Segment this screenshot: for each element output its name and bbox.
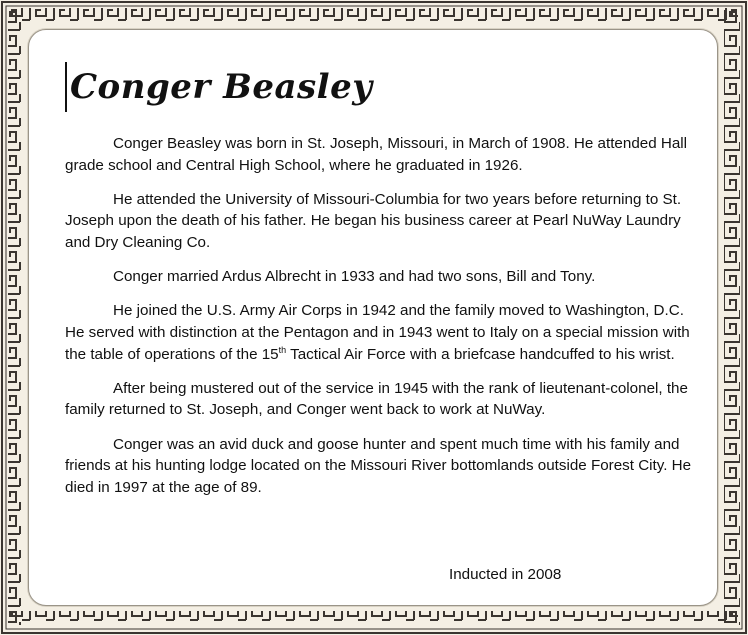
military-text-start: He joined the U.S. Army Air Corps in 1942 and the family moved to Washington, D.C. He served with distinction at the Pentagon and in 1943 went to Italy on a special mission with the table of operations of the 15 (65, 302, 690, 363)
paragraph-birth: Conger Beasley was born in St. Joseph, Missouri, in March of 1908. He attended Hall grade school and Central High School, where he graduated in 1926. (65, 135, 688, 174)
paragraph-military (65, 300, 697, 365)
paragraph-family: Conger married Ardus Albrecht in 1933 and had two sons, Bill and Tony. (113, 268, 596, 286)
page-title: Conger Beasley (70, 67, 373, 107)
military-text-end: Tactical Air Force with a briefcase handcuffed to his wrist. (286, 345, 675, 363)
title-block (65, 62, 372, 112)
paragraph-later-life: Conger was an avid duck and goose hunter and spent much time with his family and friends at his hunting lodge located on the Missouri River bottomlands outside Forest City. He died in 1997 at the age of 89. (65, 435, 692, 496)
ordinal-suffix: th (278, 344, 287, 355)
induction-year: Inducted in 2008 (449, 566, 562, 583)
biography (65, 133, 697, 511)
paragraph-education: He attended the University of Missouri-Columbia for two years before returning to St. Joseph upon the death of his father. He began his business career at Pearl NuWay Laundry and Dry Cleaning Co. (65, 190, 682, 251)
paragraph-career: After being mustered out of the service in 1945 with the rank of lieutenant-colonel, the family returned to St. Joseph, and Conger went back to work at NuWay. (65, 379, 688, 419)
